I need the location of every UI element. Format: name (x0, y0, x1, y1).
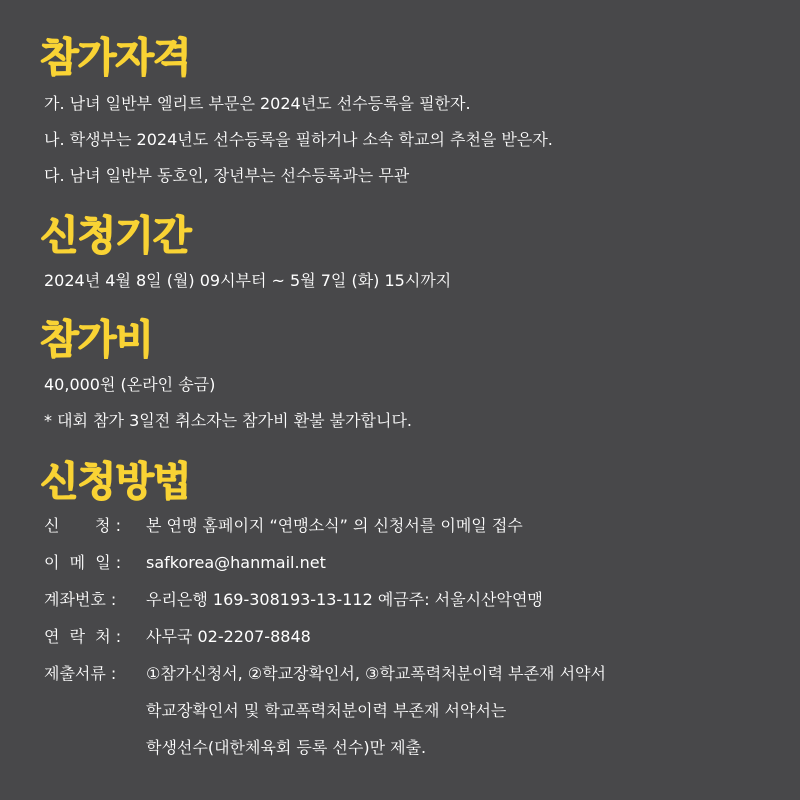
eligibility-item: 다. 남녀 일반부 동호인, 장년부는 선수등록과는 무관 (44, 166, 410, 185)
method-label: 제출서류 : (44, 664, 117, 683)
fee-amount: 40,000원 (온라인 송금) (44, 375, 216, 394)
documents-note: 학생선수(대한체육회 등록 선수)만 제출. (146, 738, 427, 757)
method-heading: 신청방법 (40, 459, 191, 505)
period-heading: 신청기간 (40, 213, 191, 259)
method-value: 본 연맹 홈페이지 “연맹소식” 의 신청서를 이메일 접수 (146, 516, 523, 535)
method-label: 이 메 일 : (44, 553, 122, 572)
method-value: ①참가신청서, ②학교장확인서, ③학교폭력처분이력 부존재 서약서 (146, 664, 606, 683)
period-text: 2024년 4월 8일 (월) 09시부터 ~ 5월 7일 (화) 15시까지 (44, 271, 452, 290)
method-label: 계좌번호 : (44, 590, 117, 609)
eligibility-heading: 참가자격 (40, 35, 191, 81)
fee-heading: 참가비 (40, 317, 153, 363)
email-address[interactable]: safkorea@hanmail.net (146, 553, 326, 572)
method-value: 사무국 02-2207-8848 (146, 627, 311, 646)
documents-note: 학교장확인서 및 학교폭력처분이력 부존재 서약서는 (146, 701, 507, 720)
eligibility-item: 나. 학생부는 2024년도 선수등록을 필하거나 소속 학교의 추천을 받은자. (44, 130, 553, 149)
fee-note: * 대회 참가 3일전 취소자는 참가비 환불 불가합니다. (44, 411, 412, 430)
method-value: 우리은행 169-308193-13-112 예금주: 서울시산악연맹 (146, 590, 543, 609)
eligibility-item: 가. 남녀 일반부 엘리트 부문은 2024년도 선수등록을 필한자. (44, 94, 471, 113)
method-label: 신 청 : (44, 516, 121, 535)
method-label: 연 락 처 : (44, 627, 122, 646)
